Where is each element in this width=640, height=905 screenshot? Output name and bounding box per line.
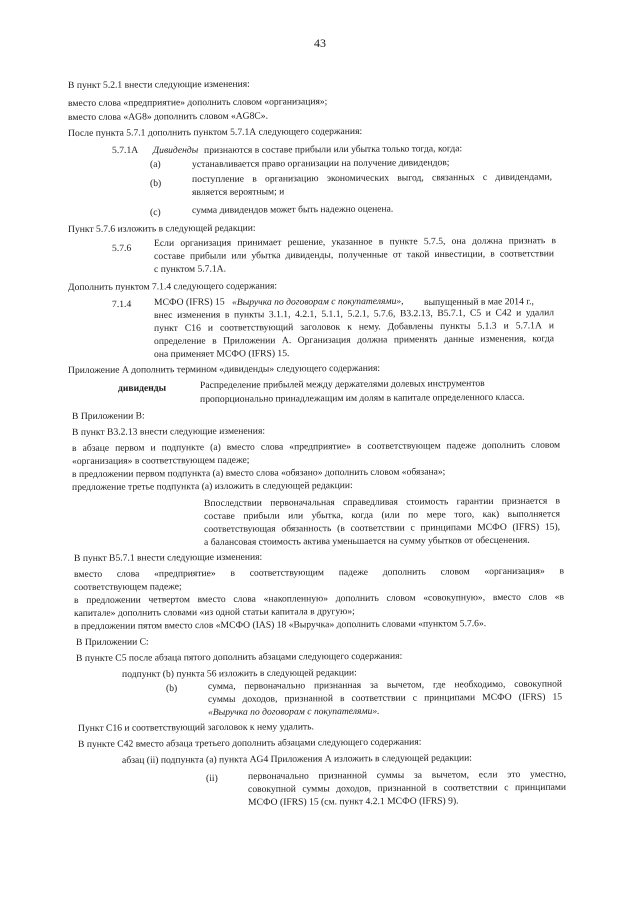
text-line-l15a: 7.1.4: [112, 298, 132, 310]
text-line-l30: составе прибыли или убытка, когда (или по мере того, как) выполняется: [204, 508, 561, 522]
text-line-l41: подпункт (b) пункта 56 изложить в следующей редакции:: [122, 667, 357, 680]
text-line-l23: В Приложении B:: [72, 410, 145, 422]
text-line-l17: пункт С16 и соответствующий заголовок к нему. Добавлены пункты 5.1.3 и 5.7.1А и: [154, 320, 555, 334]
text-line-l05c: признаются в составе прибыли или убытка только тогда, когда:: [204, 143, 463, 156]
text-line-l50: МСФО (IFRS) 15 (см. пункт 4.2.1 МСФО (IFRS) 9).: [248, 795, 459, 808]
text-line-l12: составе прибыли или убытка дивиденды, полученные от такой инвестиции, в соответствии: [154, 248, 555, 262]
text-line-l14: Дополнить пунктом 7.1.4 следующего содержания:: [68, 280, 278, 293]
text-line-l26: «организация» в соответствующем падеже;: [72, 454, 250, 467]
page-number: 43: [314, 36, 326, 50]
text-line-l33: В пункт B5.7.1 внести следующие изменения:: [74, 551, 263, 564]
text-line-l03: вместо слова «AG8» дополнить словом «AG8C».: [68, 110, 269, 123]
text-line-l01: В пункт 5.2.1 внести следующие изменения:: [68, 78, 250, 91]
text-line-l15c: «Выручка по договорам с покупателями»,: [232, 295, 404, 308]
text-line-l21b: Распределение прибылей между держателями долевых инструментов: [200, 378, 485, 391]
text-line-l09a: (с): [150, 206, 161, 218]
text-line-l31: соответствующая обязанность (в соответствии с принципами МСФО (IFRS) 15),: [204, 521, 561, 535]
text-line-l16: внес изменения в пункты 3.1.1, 4.2.1, 5.1.1, 5.2.1, 5.7.6, B3.2.13, B5.7.1, С5 и С42 и удалил: [154, 307, 555, 321]
text-line-l20: Приложение А дополнить термином «дивиденды» следующего содержания:: [68, 362, 381, 376]
text-line-l39: В Приложении С:: [76, 636, 149, 648]
text-line-l29: Впоследствии первоначальная справедливая стоимость гарантии признается в: [204, 495, 561, 509]
text-line-l42b: сумма, первоначально признанная за вычетом, где необходимо, совокупной: [208, 678, 563, 692]
text-line-l46: В пункте С42 вместо абзаца третьего дополнить абзацами следующего содержания:: [78, 736, 422, 750]
text-line-l06a: (а): [150, 158, 161, 170]
text-line-l15d: выпущенный в мае 2014 г.,: [424, 296, 534, 308]
text-line-l48a: (ii): [206, 772, 218, 784]
text-line-l15b: МСФО (IFRS) 15: [154, 296, 225, 308]
text-line-l05a: 5.7.1А: [112, 144, 139, 156]
text-line-l22: пропорционально принадлежащим им долям в капитале определенного класса.: [200, 391, 525, 405]
text-line-l07a: (b): [150, 177, 162, 189]
text-line-l11a: 5.7.6: [112, 242, 132, 254]
text-line-l35: соответствующем падеже;: [74, 581, 182, 593]
text-line-l32: а балансовая стоимость актива уменьшается на сумму убытков от обесценения.: [204, 534, 530, 548]
text-line-l47: абзац (ii) подпункта (а) пункта AG4 Приложения А изложить в следующей редакции:: [122, 752, 472, 766]
text-line-l38: в предложении пятом вместо слов «МСФО (IAS) 18 «Выручка» дополнить словами «пунктом 5.7.6».: [74, 618, 487, 632]
text-line-l04: После пункта 5.7.1 дополнить пунктом 5.7.1А следующего содержания:: [68, 125, 363, 139]
text-line-l49: совокупной суммы доходов, признанной в соответствии с принципами: [248, 781, 567, 795]
text-line-l28: предложение третье подпункта (а) изложить в следующей редакции:: [72, 480, 353, 493]
text-line-l44: «Выручка по договорам с покупателями».: [208, 705, 380, 718]
text-line-l13: с пунктом 5.7.1А.: [154, 263, 226, 275]
text-line-l40: В пункте С5 после абзаца пятого дополнить абзацами следующего содержания:: [76, 650, 403, 664]
text-line-l09b: сумма дивидендов может быть надежно оценена.: [192, 203, 394, 216]
text-line-l11b: Если организация принимает решение, указанное в пункте 5.7.5, она должна признать в: [154, 235, 557, 249]
text-line-l21a: дивиденды: [118, 382, 167, 394]
text-line-l48b: первоначально признанной суммы за вычетом, если это уместно,: [248, 768, 567, 782]
text-line-l02: вместо слова «предприятие» дополнить словом «организация»;: [68, 96, 328, 109]
text-line-l27: в предложении первом подпункта (а) вместо слова «обязано» дополнить словом «обязана»;: [72, 466, 446, 480]
text-line-l36: в предложении четвертом вместо слова «накопленную» дополнить словом «совокупную», вместо слов «в: [74, 591, 565, 606]
text-line-l05b: Дивиденды: [153, 144, 199, 156]
text-line-l34: вместо слова «предприятие» в соответствующим падеже дополнить словом «организация» в: [74, 565, 565, 580]
text-line-l25: в абзаце первом и подпункте (а) вместо слова «предприятие» в соответствующем падеже дополнить словом: [72, 439, 561, 454]
text-line-l06b: устанавливается право организации на получение дивидендов;: [192, 157, 450, 170]
text-line-l43: суммы доходов, признанной в соответствии с принципами МСФО (IFRS) 15: [208, 691, 563, 705]
text-line-l10: Пункт 5.7.6 изложить в следующей редакции:: [68, 222, 256, 235]
text-line-l37: капитале» дополнить словами «из одной статьи капитала в другую»;: [74, 606, 355, 619]
text-line-l08: является вероятным; и: [192, 186, 285, 198]
text-line-l42a: (b): [166, 682, 178, 694]
text-line-l24: В пункт B3.2.13 внести следующие изменения:: [72, 425, 266, 438]
text-line-l18: определение в Приложении А. Организация должна применять данные изменения, когда: [154, 333, 555, 347]
text-line-l07b: поступление в организацию экономических выгод, связанных с дивидендами,: [192, 171, 553, 185]
text-line-l45: Пункт С16 и соответствующий заголовок к нему удалить.: [78, 721, 314, 734]
text-line-l19: она применяет МСФО (IFRS) 15.: [154, 348, 290, 360]
